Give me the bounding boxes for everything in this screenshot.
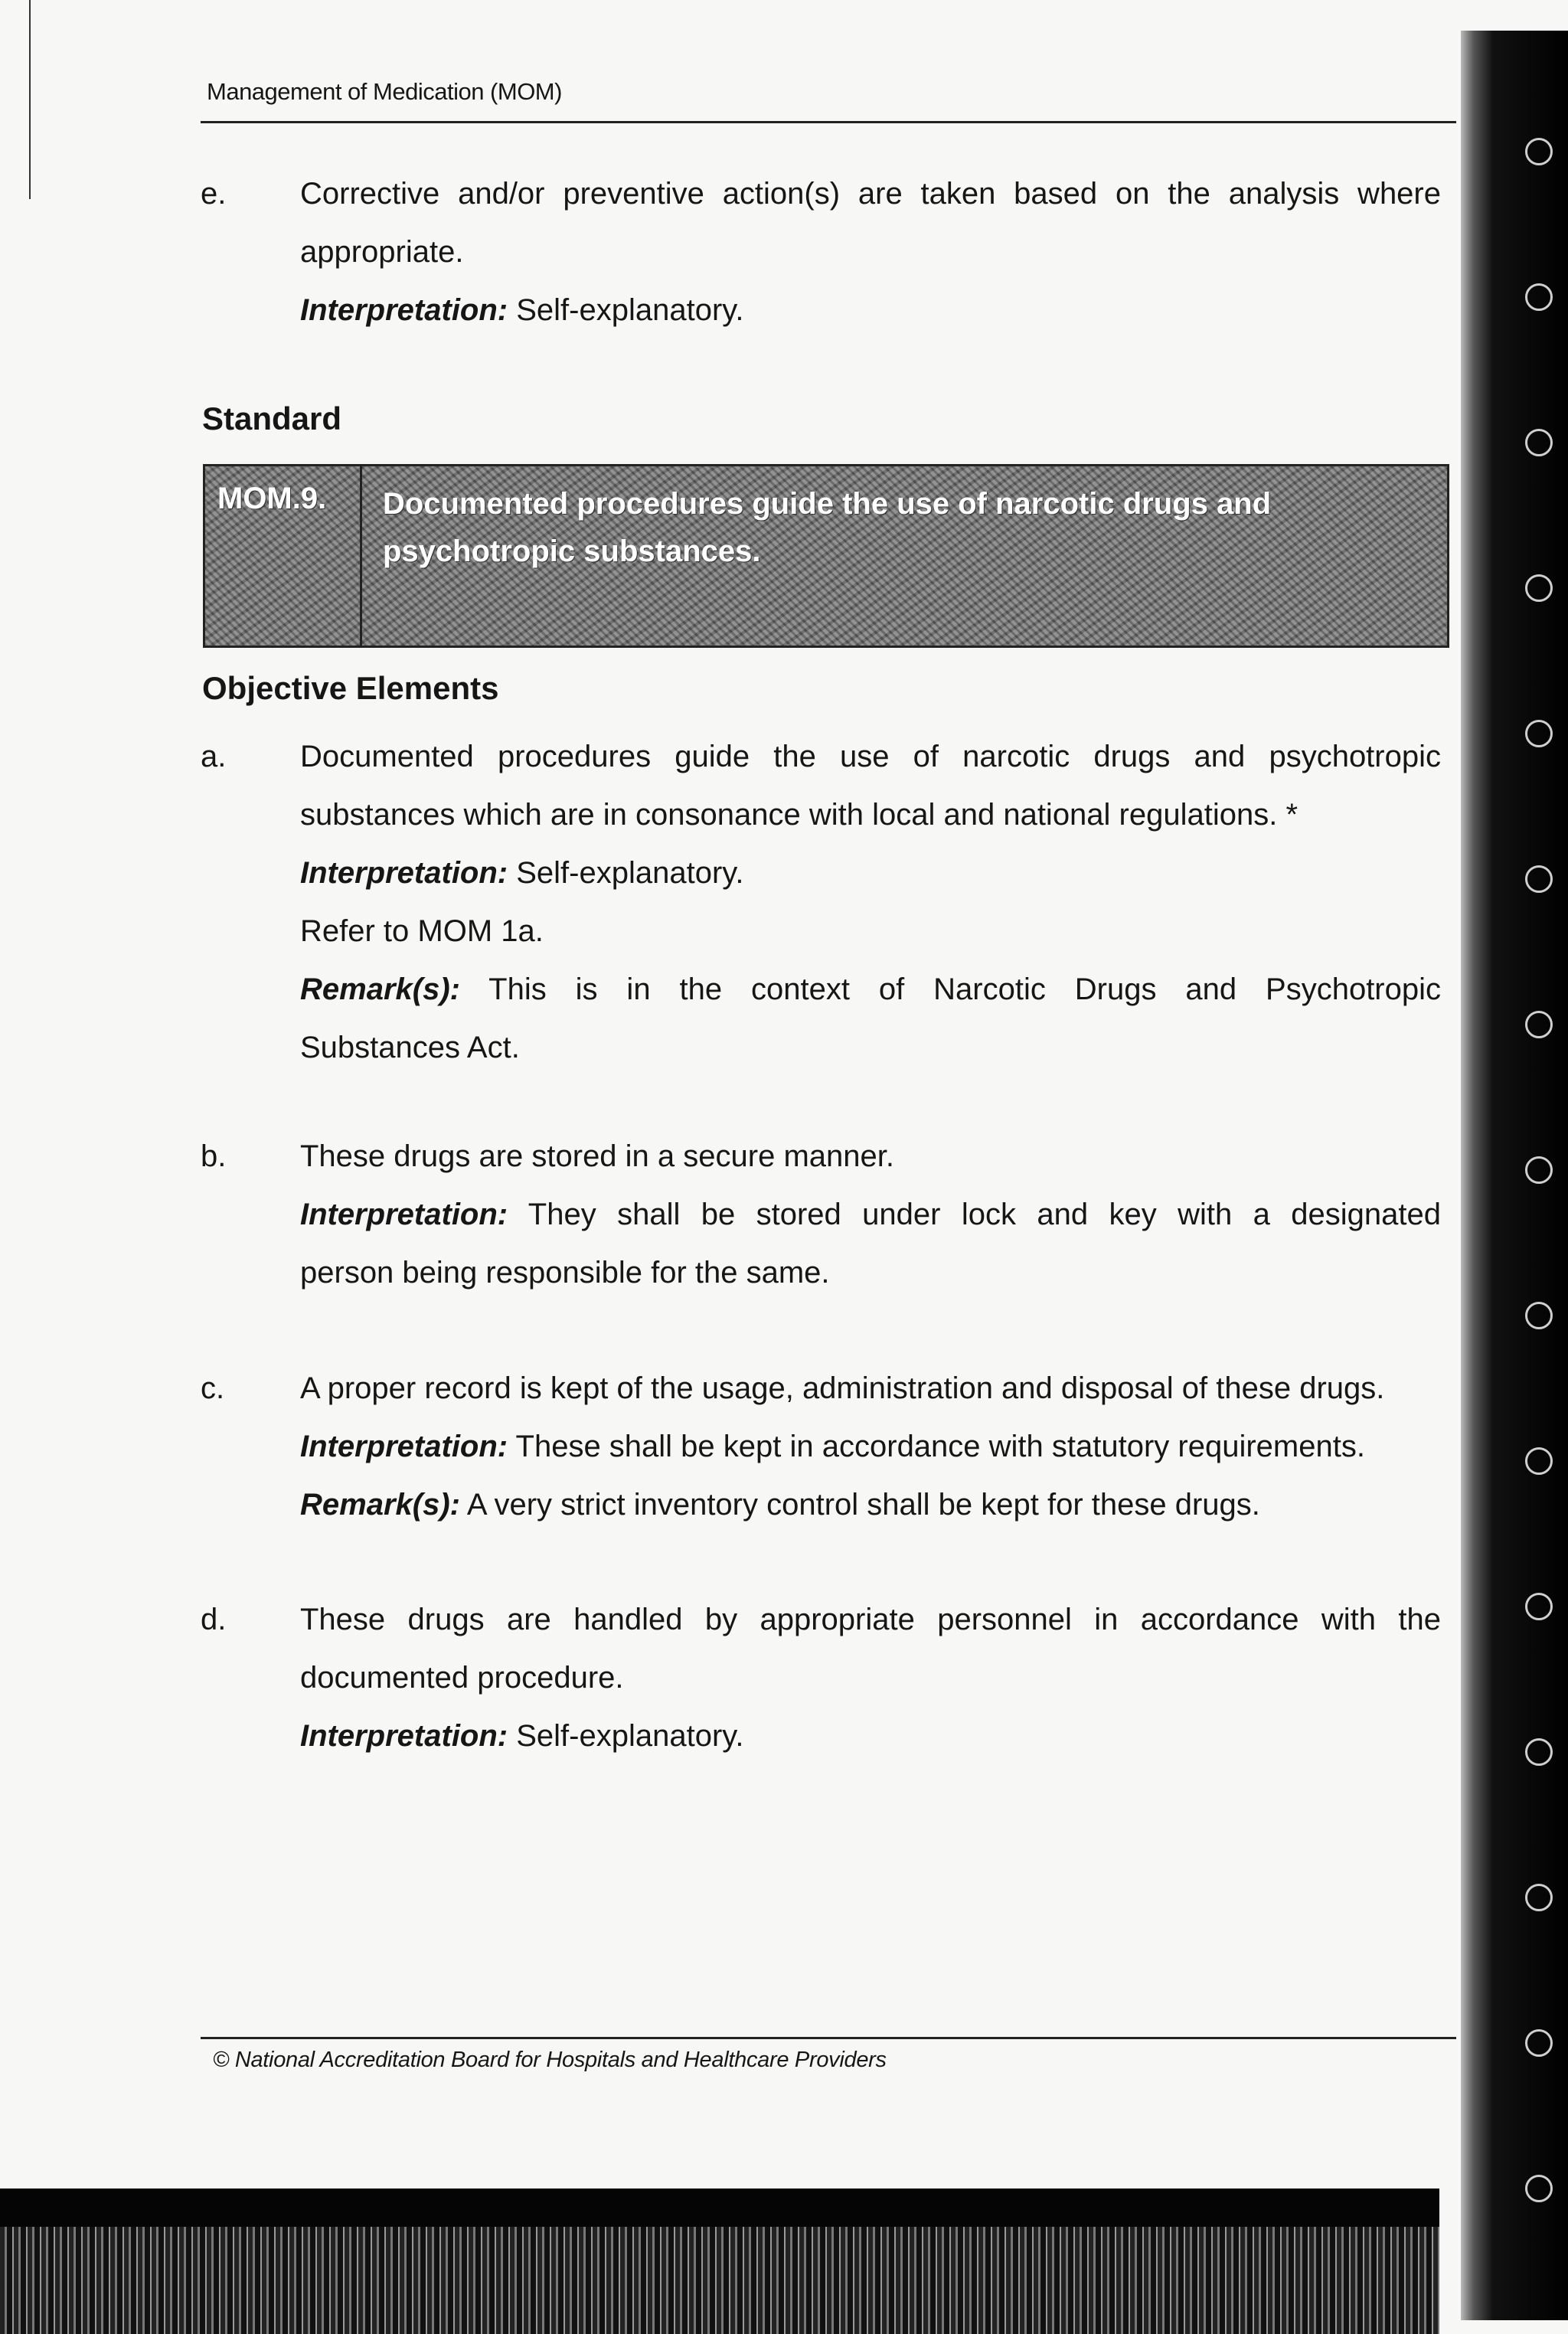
remark-text: This is in the context of Narcotic Drugs and Psychotropic (459, 972, 1441, 1006)
interpretation-label: Interpretation: (300, 1719, 508, 1753)
interpretation-text: Self-explanatory. (508, 293, 744, 327)
item-text: appropriate. (300, 235, 464, 269)
binding-hole (1525, 1447, 1553, 1475)
item-text: Corrective and/or preventive action(s) are taken based on the analysis where (300, 177, 1441, 211)
interpretation-text: person being responsible for the same. (300, 1256, 830, 1290)
interpretation-label: Interpretation: (300, 856, 508, 890)
remark (300, 1476, 1441, 1534)
remark-label: Remark(s): (300, 972, 460, 1006)
item-text: These drugs are stored in a secure manner. (300, 1139, 894, 1173)
remark-label: Remark(s): (300, 1488, 460, 1522)
remark (300, 960, 1441, 1018)
interpretation-text: They shall be stored under lock and key with a designated (508, 1198, 1441, 1231)
item-text: substances which are in consonance with local and national regulations. * (300, 798, 1298, 832)
standard-heading: Standard (202, 400, 342, 436)
objective-element-e (201, 165, 1441, 339)
item-text: Documented procedures guide the use of narcotic drugs and psychotropic (300, 740, 1441, 773)
running-header: Management of Medication (MOM) (207, 78, 562, 105)
objective-element-d (201, 1590, 1441, 1765)
binding-hole (1525, 138, 1553, 165)
item-letter: a. (201, 740, 227, 773)
remark-text: Substances Act. (300, 1031, 520, 1064)
binding-hole (1525, 283, 1553, 311)
item-letter: b. (201, 1139, 227, 1173)
remark-text: A very strict inventory control shall be kept for these drugs. (459, 1488, 1260, 1522)
item-letter: d. (201, 1603, 227, 1636)
item-text: These drugs are handled by appropriate personnel in accordance with the (300, 1603, 1441, 1636)
interpretation-text: These shall be kept in accordance with statutory requirements. (508, 1430, 1365, 1463)
objective-element-a (201, 727, 1441, 1077)
binding-hole (1525, 1302, 1553, 1329)
objective-element-c (201, 1359, 1441, 1534)
interpretation (300, 1707, 1441, 1765)
footer-rule (201, 2037, 1456, 2039)
binding-hole (1525, 2175, 1553, 2202)
item-text: documented procedure. (300, 1661, 624, 1695)
binding-hole (1525, 429, 1553, 456)
scan-edge-bottom (0, 2189, 1439, 2334)
binding-hole (1525, 2029, 1553, 2057)
standard-box (203, 464, 1449, 648)
spiral-binding (1461, 31, 1568, 2320)
interpretation (300, 1417, 1441, 1476)
binding-hole (1525, 1593, 1553, 1620)
interpretation (300, 1185, 1441, 1244)
interpretation-label: Interpretation: (300, 1198, 508, 1231)
interpretation-text: Self-explanatory. (508, 1719, 744, 1753)
item-letter: e. (201, 177, 227, 211)
header-rule (201, 121, 1456, 123)
interpretation-text: Self-explanatory. (508, 856, 744, 890)
standard-text: Documented procedures guide the use of narcotic drugs and psychotropic substances. (383, 487, 1272, 568)
interpretation (300, 281, 1441, 339)
binding-hole (1525, 720, 1553, 747)
reference-text: Refer to MOM 1a. (300, 914, 544, 948)
interpretation (300, 844, 1441, 902)
binding-hole (1525, 1011, 1553, 1038)
standard-code: MOM.9. (205, 466, 362, 646)
item-letter: c. (201, 1371, 225, 1405)
page-edge (29, 0, 31, 199)
binding-hole (1525, 1884, 1553, 1911)
objective-elements-heading: Objective Elements (202, 670, 499, 706)
objective-element-b (201, 1127, 1441, 1302)
binding-hole (1525, 574, 1553, 602)
footer-copyright: © National Accreditation Board for Hospitals and Healthcare Providers (213, 2048, 887, 2072)
interpretation-label: Interpretation: (300, 1430, 508, 1463)
item-text: A proper record is kept of the usage, administration and disposal of these drugs. (300, 1371, 1385, 1405)
binding-hole (1525, 1156, 1553, 1184)
interpretation-label: Interpretation: (300, 293, 508, 327)
binding-hole (1525, 1738, 1553, 1766)
binding-hole (1525, 865, 1553, 893)
